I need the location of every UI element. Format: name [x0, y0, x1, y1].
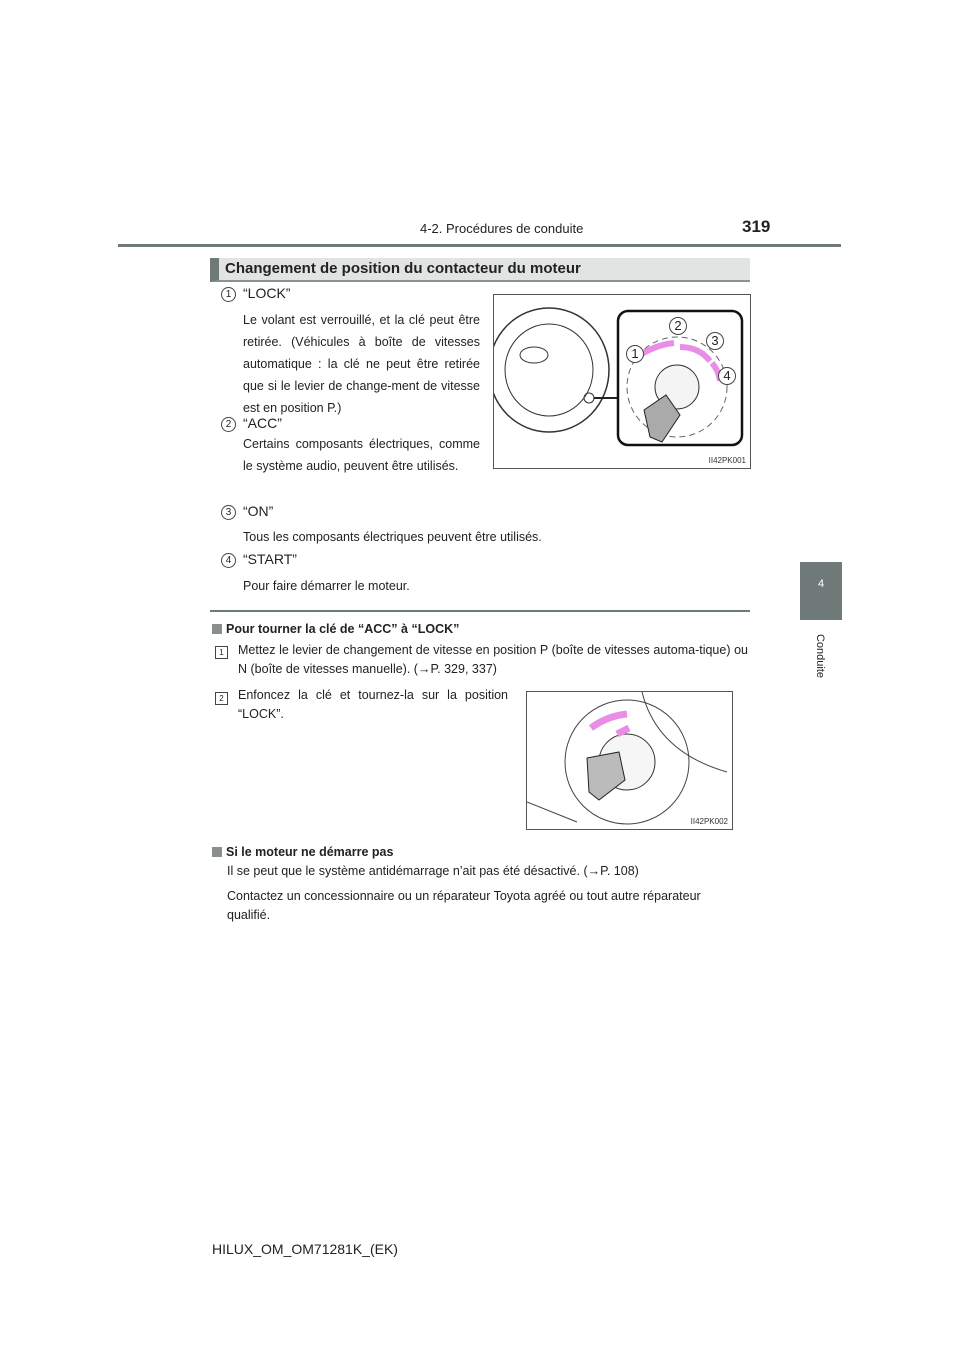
header-divider — [118, 244, 841, 247]
step-number: 2 — [215, 692, 228, 705]
item-title: “ON” — [243, 503, 274, 519]
ignition-illustration — [494, 295, 750, 468]
figure-caption: II42PK002 — [690, 817, 728, 826]
item-number: 2 — [221, 417, 236, 432]
subsection-title: Si le moteur ne démarre pas — [212, 845, 393, 859]
paragraph: Contactez un concessionnaire ou un réparateur Toyota agréé ou tout autre réparateur qualifié. — [227, 889, 701, 922]
item-title: “START” — [243, 551, 297, 567]
ignition-positions-figure — [493, 294, 751, 469]
item-title: “ACC” — [243, 415, 282, 431]
step-text: Enfoncez la clé et tournez-la sur la position “LOCK”. — [238, 688, 508, 721]
header-section: 4-2. Procédures de conduite — [420, 221, 584, 236]
item-number: 4 — [221, 553, 236, 568]
figure-label-1: 1 — [626, 345, 644, 363]
page-number: 319 — [742, 217, 771, 236]
item-text: Le volant est verrouillé, et la clé peut être retirée. (Véhicules à boîte de vitesses automatique : la clé ne peut être retirée que si le levier de change-ment de vitesse est en position P.) — [243, 313, 480, 415]
item-number: 1 — [221, 287, 236, 302]
item-number: 3 — [221, 505, 236, 520]
subsection-title: Pour tourner la clé de “ACC” à “LOCK” — [212, 622, 459, 636]
figure-caption: II42PK001 — [708, 456, 746, 465]
section-divider — [210, 610, 750, 612]
item-text: Pour faire démarrer le moteur. — [243, 579, 410, 593]
step-number: 1 — [215, 646, 228, 659]
chapter-tab[interactable]: 4 — [800, 562, 842, 620]
step-text: Mettez le levier de changement de vitesse en position P (boîte de vitesses automa-tique) ou N (boîte de vitesses manuelle). (→P. 329, 337) — [238, 643, 748, 676]
key-illustration — [527, 692, 732, 829]
item-title: “LOCK” — [243, 285, 291, 301]
footer-code: HILUX_OM_OM71281K_(EK) — [212, 1241, 398, 1257]
figure-label-3: 3 — [706, 332, 724, 350]
paragraph: Il se peut que le système antidémarrage n’ait pas été désactivé. (→P. 108) — [227, 864, 639, 878]
item-text: Tous les composants électriques peuvent être utilisés. — [243, 530, 542, 544]
figure-label-4: 4 — [718, 367, 736, 385]
chapter-tab-label: Conduite — [814, 633, 826, 679]
item-text: Certains composants électriques, comme le système audio, peuvent être utilisés. — [243, 437, 480, 473]
section-title: Changement de position du contacteur du moteur — [210, 258, 750, 282]
figure-label-2: 2 — [669, 317, 687, 335]
key-turn-figure — [526, 691, 733, 830]
